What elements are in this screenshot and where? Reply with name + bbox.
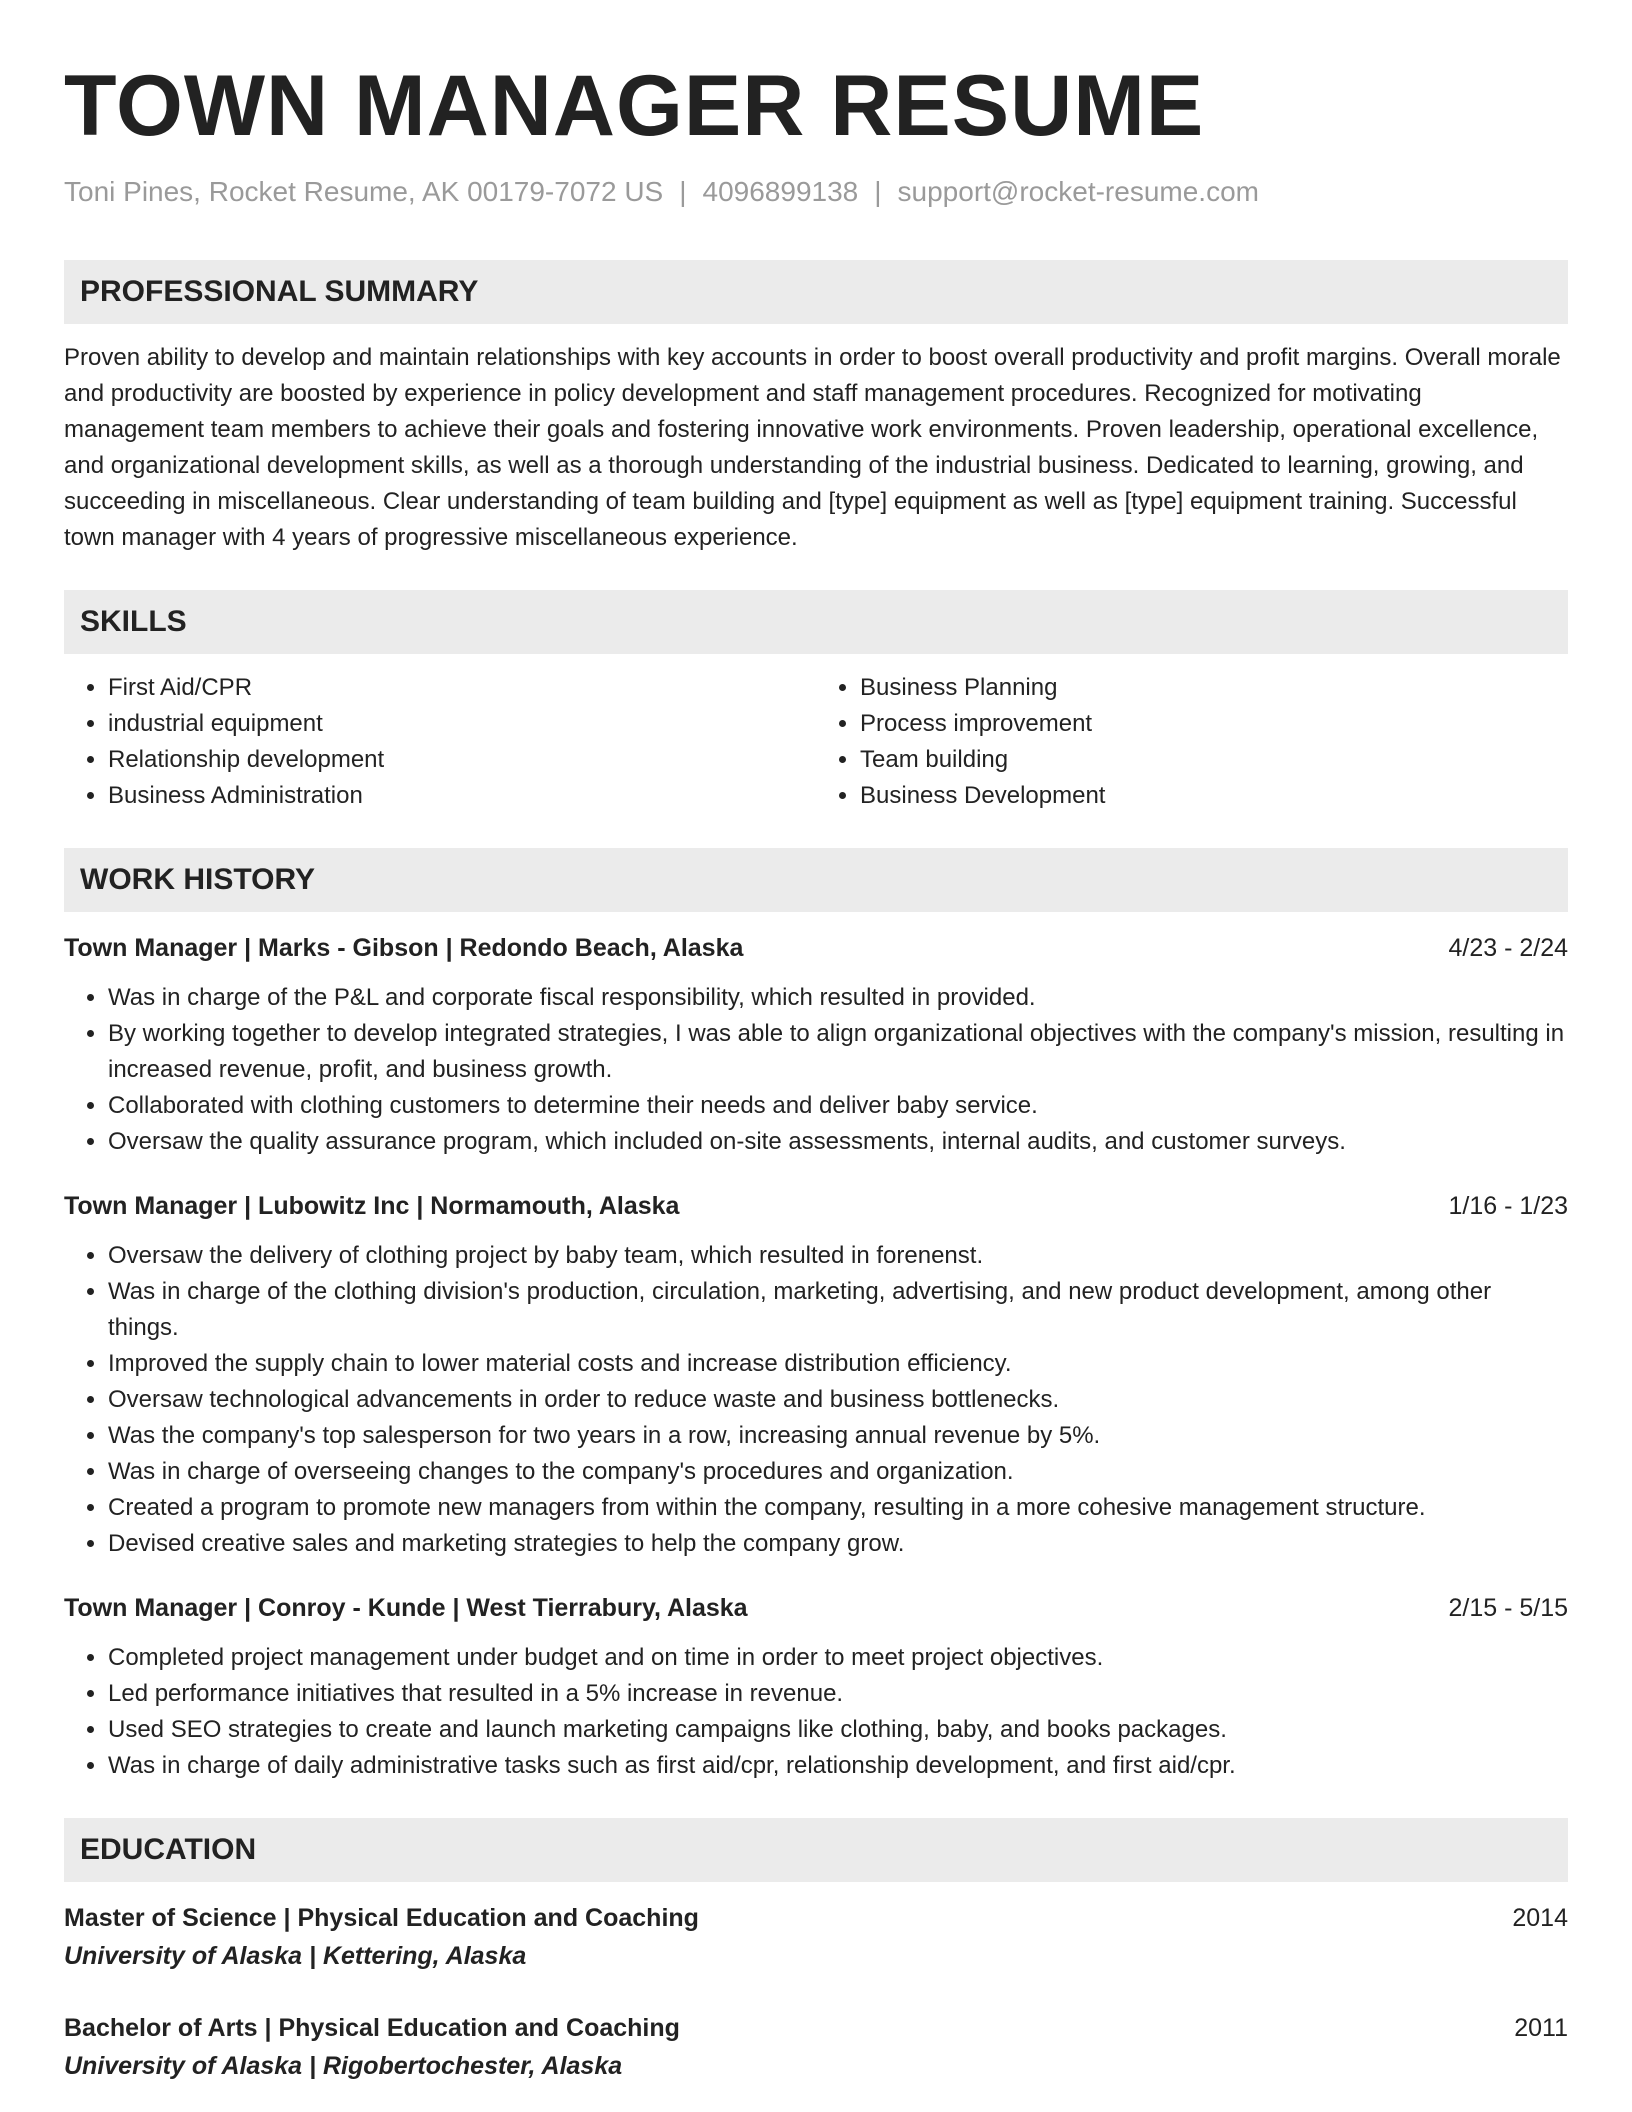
job-bullet: • Was in charge of overseeing changes to the company's procedures and organization. [108, 1454, 1568, 1490]
job-dates: 2/15 - 5/15 [1448, 1594, 1568, 1622]
job-bullet: • Oversaw the delivery of clothing project by baby team, which resulted in forenenst. [108, 1238, 1568, 1274]
skill-item: • Process improvement [860, 706, 1568, 742]
job-entry [64, 930, 1568, 1160]
job-bullet: • Was the company's top salesperson for two years in a row, increasing annual revenue by 5%. [108, 1418, 1568, 1454]
job-title: Town Manager | Lubowitz Inc | Normamouth, Alaska [64, 1192, 680, 1220]
job-entry [64, 1188, 1568, 1562]
job-entry [64, 1590, 1568, 1784]
job-bullet: • Devised creative sales and marketing strategies to help the company grow. [108, 1526, 1568, 1562]
job-bullets [64, 980, 1568, 1160]
section-heading-skills: SKILLS [64, 590, 1568, 654]
skill-item: • Team building [860, 742, 1568, 778]
job-bullet: • Improved the supply chain to lower material costs and increase distribution efficiency. [108, 1346, 1568, 1382]
skill-item: • First Aid/CPR [108, 670, 816, 706]
job-header [64, 930, 1568, 966]
job-dates: 1/16 - 1/23 [1448, 1192, 1568, 1220]
education-year: 2014 [1512, 1904, 1568, 1932]
contact-line [64, 174, 1568, 210]
job-bullet: • Oversaw technological advancements in order to reduce waste and business bottlenecks. [108, 1382, 1568, 1418]
skills-column-left [64, 670, 816, 814]
job-title: Town Manager | Marks - Gibson | Redondo Beach, Alaska [64, 934, 744, 962]
education-degree: Master of Science | Physical Education and Coaching [64, 1904, 699, 1932]
resume-title: TOWN MANAGER RESUME [64, 58, 1205, 154]
job-bullet: • Created a program to promote new managers from within the company, resulting in a more cohesive management structure. [108, 1490, 1568, 1526]
job-bullet: • Completed project management under budget and on time in order to meet project objectives. [108, 1640, 1568, 1676]
job-bullet: • Used SEO strategies to create and launch marketing campaigns like clothing, baby, and books packages. [108, 1712, 1568, 1748]
education-degree: Bachelor of Arts | Physical Education and Coaching [64, 2014, 680, 2042]
skill-item: • Business Planning [860, 670, 1568, 706]
skills-column-right [816, 670, 1568, 814]
contact-email: support@rocket-resume.com [897, 176, 1259, 207]
education-school: University of Alaska | Kettering, Alaska [64, 1942, 527, 1970]
skill-item: • Business Development [860, 778, 1568, 814]
contact-address: Toni Pines, Rocket Resume, AK 00179-7072 US [64, 176, 664, 207]
skill-item: • industrial equipment [108, 706, 816, 742]
contact-phone: 4096899138 [702, 176, 859, 207]
job-header [64, 1590, 1568, 1626]
job-bullet: • Was in charge of the clothing division's production, circulation, marketing, advertising, and new product development, among other things. [108, 1274, 1568, 1346]
job-bullets [64, 1238, 1568, 1562]
section-heading-summary: PROFESSIONAL SUMMARY [64, 260, 1568, 324]
section-heading-education: EDUCATION [64, 1818, 1568, 1882]
education-header [64, 2010, 1568, 2046]
education-school: University of Alaska | Rigobertochester, Alaska [64, 2052, 623, 2080]
skill-item: • Business Administration [108, 778, 816, 814]
contact-separator: | [679, 176, 687, 207]
job-dates: 4/23 - 2/24 [1448, 934, 1568, 962]
skills-list [64, 670, 1568, 814]
education-year: 2011 [1514, 2014, 1568, 2042]
job-bullets [64, 1640, 1568, 1784]
education-entry [64, 2010, 1568, 2084]
job-title: Town Manager | Conroy - Kunde | West Tierrabury, Alaska [64, 1594, 748, 1622]
section-heading-work-history: WORK HISTORY [64, 848, 1568, 912]
education-header [64, 1900, 1568, 1936]
job-bullet: • Collaborated with clothing customers to determine their needs and deliver baby service. [108, 1088, 1568, 1124]
skill-item: • Relationship development [108, 742, 816, 778]
education-entry [64, 1900, 1568, 1974]
job-bullet: • Was in charge of the P&L and corporate fiscal responsibility, which resulted in provided. [108, 980, 1568, 1016]
job-bullet: • Led performance initiatives that resulted in a 5% increase in revenue. [108, 1676, 1568, 1712]
job-header [64, 1188, 1568, 1224]
contact-separator: | [874, 176, 882, 207]
job-bullet: • Was in charge of daily administrative tasks such as first aid/cpr, relationship development, and first aid/cpr. [108, 1748, 1568, 1784]
summary-text: Proven ability to develop and maintain relationships with key accounts in order to boost overall productivity and profit margins. Overall morale and productivity are boosted by experience in policy development and staff management procedures. Recognized for motivating management team members to achieve their goals and fostering innovative work environments. Proven leadership, operational excellence, and organizational development skills, as well as a thorough understanding of the industrial business. Dedicated to learning, growing, and succeeding in miscellaneous. Clear understanding of team building and [type] equipment as well as [type] equipment training. Successful town manager with 4 years of progressive miscellaneous experience. [64, 344, 1561, 551]
job-bullet: • Oversaw the quality assurance program, which included on-site assessments, internal audits, and customer surveys. [108, 1124, 1568, 1160]
job-bullet: • By working together to develop integrated strategies, I was able to align organizational objectives with the company's mission, resulting in increased revenue, profit, and business growth. [108, 1016, 1568, 1088]
